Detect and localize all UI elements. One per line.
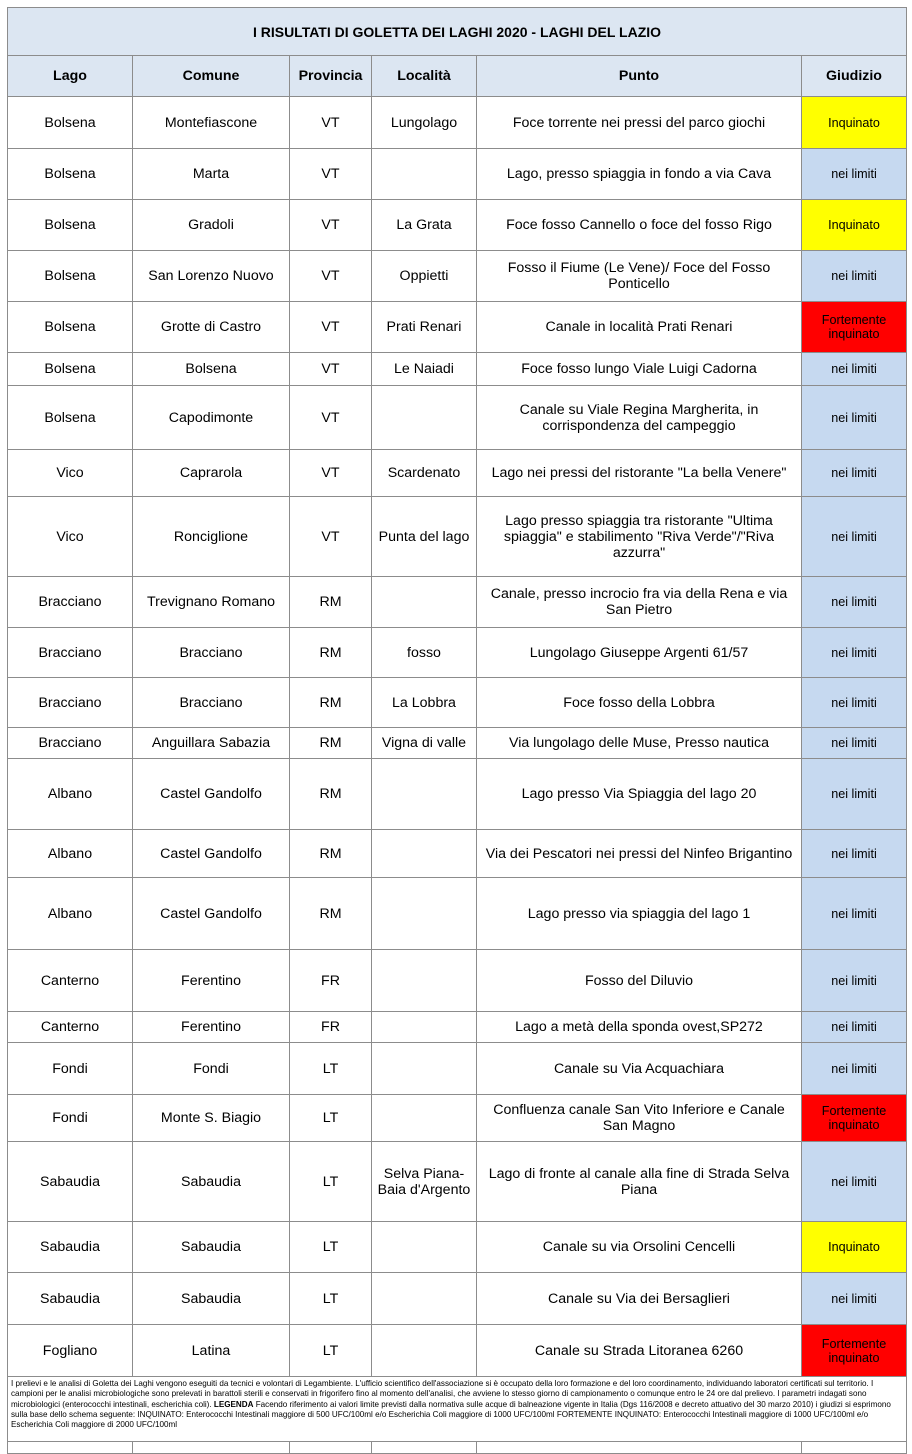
cell-punto: Foce torrente nei pressi del parco giochi [477,97,802,149]
cell-localita [372,1222,477,1273]
cell-provincia: VT [290,353,372,386]
cell-giudizio: Inquinato [802,97,907,149]
cell-provincia: RM [290,830,372,878]
cell-localita [372,950,477,1012]
cell-provincia: LT [290,1325,372,1377]
cell-provincia: VT [290,149,372,200]
table-row [8,1273,907,1325]
cell-lago: Bracciano [8,628,133,678]
footnote-text: I prelievi e le analisi di Goletta dei Laghi vengono eseguiti da tecnici e volontari di Legambiente. L'ufficio scientifico dell'associazione si è occupato della loro formazione e del loro coordinamento, individuando laboratori certificati sul territorio. I campioni per le analisi microbiologiche sono prelevati in barattoli sterili e conservati in frigorifero fino al momento dell'analisi, che avviene lo stesso giorno di campionamento o comunque entro le 24 ore dal prelievo. I parametri indagati sono microbiologici (enterococchi intestinali, escherichia coli). [11,1379,874,1409]
table-row [8,149,907,200]
cell-giudizio: nei limiti [802,149,907,200]
cell-lago: Vico [8,450,133,497]
cell-lago: Sabaudia [8,1142,133,1222]
cell-provincia: VT [290,251,372,302]
cell-punto: Lago di fronte al canale alla fine di Strada Selva Piana [477,1142,802,1222]
empty-cell [8,1442,133,1454]
cell-comune: Anguillara Sabazia [133,728,290,759]
cell-punto: Lago a metà della sponda ovest,SP272 [477,1012,802,1043]
cell-giudizio: nei limiti [802,577,907,628]
table-row [8,759,907,830]
cell-lago: Albano [8,830,133,878]
cell-localita: fosso [372,628,477,678]
title-row [8,8,907,56]
cell-punto: Lago, presso spiaggia in fondo a via Cava [477,149,802,200]
cell-giudizio: nei limiti [802,878,907,950]
cell-provincia: LT [290,1095,372,1142]
cell-lago: Bolsena [8,302,133,353]
cell-provincia: VT [290,497,372,577]
cell-comune: Ferentino [133,950,290,1012]
results-document [7,7,906,1454]
footnote [8,1377,907,1442]
cell-giudizio: nei limiti [802,628,907,678]
cell-provincia: RM [290,678,372,728]
cell-comune: Sabaudia [133,1222,290,1273]
cell-lago: Sabaudia [8,1222,133,1273]
cell-comune: Sabaudia [133,1142,290,1222]
table-row [8,450,907,497]
cell-lago: Fondi [8,1043,133,1095]
empty-cell [802,1442,907,1454]
cell-punto: Canale su Strada Litoranea 6260 [477,1325,802,1377]
cell-giudizio: Fortemente inquinato [802,1095,907,1142]
table-row [8,200,907,251]
cell-lago: Fogliano [8,1325,133,1377]
cell-punto: Canale su via Orsolini Cencelli [477,1222,802,1273]
cell-lago: Bolsena [8,353,133,386]
empty-bottom-row [8,1442,907,1454]
cell-giudizio: nei limiti [802,1273,907,1325]
cell-provincia: RM [290,878,372,950]
cell-comune: Capodimonte [133,386,290,450]
table-row [8,830,907,878]
cell-provincia: LT [290,1222,372,1273]
cell-giudizio: nei limiti [802,450,907,497]
cell-giudizio: nei limiti [802,386,907,450]
results-table [7,7,907,1454]
table-row [8,251,907,302]
table-row [8,1012,907,1043]
cell-provincia: VT [290,200,372,251]
cell-provincia: RM [290,728,372,759]
cell-lago: Canterno [8,950,133,1012]
table-row [8,386,907,450]
cell-localita: Selva Piana-Baia d'Argento [372,1142,477,1222]
table-row [8,97,907,149]
cell-provincia: RM [290,577,372,628]
cell-lago: Bracciano [8,577,133,628]
cell-provincia: LT [290,1142,372,1222]
cell-comune: Sabaudia [133,1273,290,1325]
cell-lago: Vico [8,497,133,577]
results-body [8,97,907,1377]
cell-punto: Lago nei pressi del ristorante "La bella Venere" [477,450,802,497]
cell-provincia: LT [290,1273,372,1325]
table-row [8,1095,907,1142]
header-giudizio: Giudizio [802,56,907,97]
legend-label: LEGENDA [213,1399,254,1409]
legend-text: Facendo riferimento ai valori limite previsti dalla normativa sulle acque di balneazione vigente in Italia (Dgs 116/2008 e decreto attuativo del 30 marzo 2010) i giudizi si esprimono sulla base dello schema seguente: INQUINATO: Enterococchi Intestinali maggiore di 500 UFC/100ml e/o Escherichia Coli maggiore di 1000 UFC/100ml FORTEMENTE INQUINATO: Enterococchi Intestinali maggiore di 1000 UFC/100ml e/o Escherichia Coli maggiore di 2000 UFC/100ml [11,1399,891,1430]
cell-localita [372,1012,477,1043]
cell-punto: Canale su Via Acquachiara [477,1043,802,1095]
cell-lago: Bolsena [8,149,133,200]
cell-localita [372,1095,477,1142]
cell-punto: Canale su Via dei Bersaglieri [477,1273,802,1325]
cell-lago: Albano [8,878,133,950]
cell-lago: Bolsena [8,200,133,251]
cell-provincia: VT [290,97,372,149]
cell-punto: Lago presso spiaggia tra ristorante "Ultima spiaggia" e stabilimento "Riva Verde"/"Riva azzurra" [477,497,802,577]
cell-giudizio: Fortemente inquinato [802,302,907,353]
empty-cell [477,1442,802,1454]
cell-provincia: RM [290,628,372,678]
table-row [8,678,907,728]
cell-provincia: VT [290,450,372,497]
cell-punto: Foce fosso Cannello o foce del fosso Rigo [477,200,802,251]
cell-lago: Bolsena [8,386,133,450]
cell-comune: Bracciano [133,628,290,678]
table-row [8,728,907,759]
cell-localita: Le Naiadi [372,353,477,386]
cell-provincia: VT [290,386,372,450]
cell-provincia: LT [290,1043,372,1095]
header-punto: Punto [477,56,802,97]
cell-giudizio: nei limiti [802,759,907,830]
table-row [8,878,907,950]
cell-giudizio: nei limiti [802,1012,907,1043]
cell-localita [372,1325,477,1377]
cell-localita: Lungolago [372,97,477,149]
cell-punto: Lungolago Giuseppe Argenti 61/57 [477,628,802,678]
cell-localita: Prati Renari [372,302,477,353]
cell-localita [372,878,477,950]
cell-comune: Marta [133,149,290,200]
empty-cell [290,1442,372,1454]
cell-localita [372,1273,477,1325]
table-row [8,1043,907,1095]
cell-comune: Fondi [133,1043,290,1095]
cell-giudizio: nei limiti [802,353,907,386]
cell-lago: Fondi [8,1095,133,1142]
cell-localita: Scardenato [372,450,477,497]
cell-giudizio: nei limiti [802,830,907,878]
cell-comune: Grotte di Castro [133,302,290,353]
cell-provincia: FR [290,950,372,1012]
header-row [8,56,907,97]
cell-comune: Castel Gandolfo [133,878,290,950]
footnote-row [8,1377,907,1442]
table-row [8,1325,907,1377]
table-title: I RISULTATI DI GOLETTA DEI LAGHI 2020 - LAGHI DEL LAZIO [8,8,907,56]
cell-punto: Canale, presso incrocio fra via della Rena e via San Pietro [477,577,802,628]
cell-lago: Albano [8,759,133,830]
cell-lago: Bolsena [8,251,133,302]
table-row [8,353,907,386]
cell-punto: Lago presso via spiaggia del lago 1 [477,878,802,950]
cell-lago: Bolsena [8,97,133,149]
cell-punto: Foce fosso lungo Viale Luigi Cadorna [477,353,802,386]
cell-punto: Via lungolago delle Muse, Presso nautica [477,728,802,759]
empty-cell [372,1442,477,1454]
cell-punto: Foce fosso della Lobbra [477,678,802,728]
cell-punto: Confluenza canale San Vito Inferiore e Canale San Magno [477,1095,802,1142]
cell-giudizio: Inquinato [802,1222,907,1273]
empty-cell [133,1442,290,1454]
table-row [8,497,907,577]
table-row [8,628,907,678]
cell-provincia: VT [290,302,372,353]
cell-giudizio: nei limiti [802,678,907,728]
cell-giudizio: nei limiti [802,497,907,577]
cell-localita [372,386,477,450]
cell-comune: Ferentino [133,1012,290,1043]
header-localita: Località [372,56,477,97]
cell-giudizio: nei limiti [802,1142,907,1222]
cell-comune: Ronciglione [133,497,290,577]
cell-comune: Castel Gandolfo [133,830,290,878]
table-row [8,1142,907,1222]
table-row [8,950,907,1012]
cell-comune: Trevignano Romano [133,577,290,628]
cell-lago: Sabaudia [8,1273,133,1325]
table-row [8,1222,907,1273]
cell-provincia: FR [290,1012,372,1043]
cell-localita [372,830,477,878]
cell-punto: Lago presso Via Spiaggia del lago 20 [477,759,802,830]
cell-localita [372,759,477,830]
cell-localita: Oppietti [372,251,477,302]
cell-localita: La Grata [372,200,477,251]
table-row [8,577,907,628]
cell-lago: Bracciano [8,678,133,728]
header-comune: Comune [133,56,290,97]
cell-comune: Castel Gandolfo [133,759,290,830]
cell-localita: La Lobbra [372,678,477,728]
cell-localita: Punta del lago [372,497,477,577]
cell-lago: Canterno [8,1012,133,1043]
cell-punto: Canale su Viale Regina Margherita, in corrispondenza del campeggio [477,386,802,450]
header-provincia: Provincia [290,56,372,97]
cell-giudizio: nei limiti [802,950,907,1012]
cell-comune: San Lorenzo Nuovo [133,251,290,302]
cell-localita: Vigna di valle [372,728,477,759]
cell-punto: Fosso il Fiume (Le Vene)/ Foce del Fosso Ponticello [477,251,802,302]
cell-comune: Bracciano [133,678,290,728]
cell-giudizio: nei limiti [802,251,907,302]
cell-giudizio: Fortemente inquinato [802,1325,907,1377]
cell-localita [372,577,477,628]
cell-giudizio: nei limiti [802,1043,907,1095]
cell-punto: Canale in località Prati Renari [477,302,802,353]
cell-localita [372,149,477,200]
cell-localita [372,1043,477,1095]
cell-comune: Bolsena [133,353,290,386]
cell-giudizio: Inquinato [802,200,907,251]
cell-comune: Gradoli [133,200,290,251]
cell-provincia: RM [290,759,372,830]
header-lago: Lago [8,56,133,97]
cell-punto: Via dei Pescatori nei pressi del Ninfeo Brigantino [477,830,802,878]
cell-comune: Caprarola [133,450,290,497]
cell-giudizio: nei limiti [802,728,907,759]
cell-comune: Monte S. Biagio [133,1095,290,1142]
cell-comune: Latina [133,1325,290,1377]
table-row [8,302,907,353]
cell-lago: Bracciano [8,728,133,759]
cell-comune: Montefiascone [133,97,290,149]
cell-punto: Fosso del Diluvio [477,950,802,1012]
